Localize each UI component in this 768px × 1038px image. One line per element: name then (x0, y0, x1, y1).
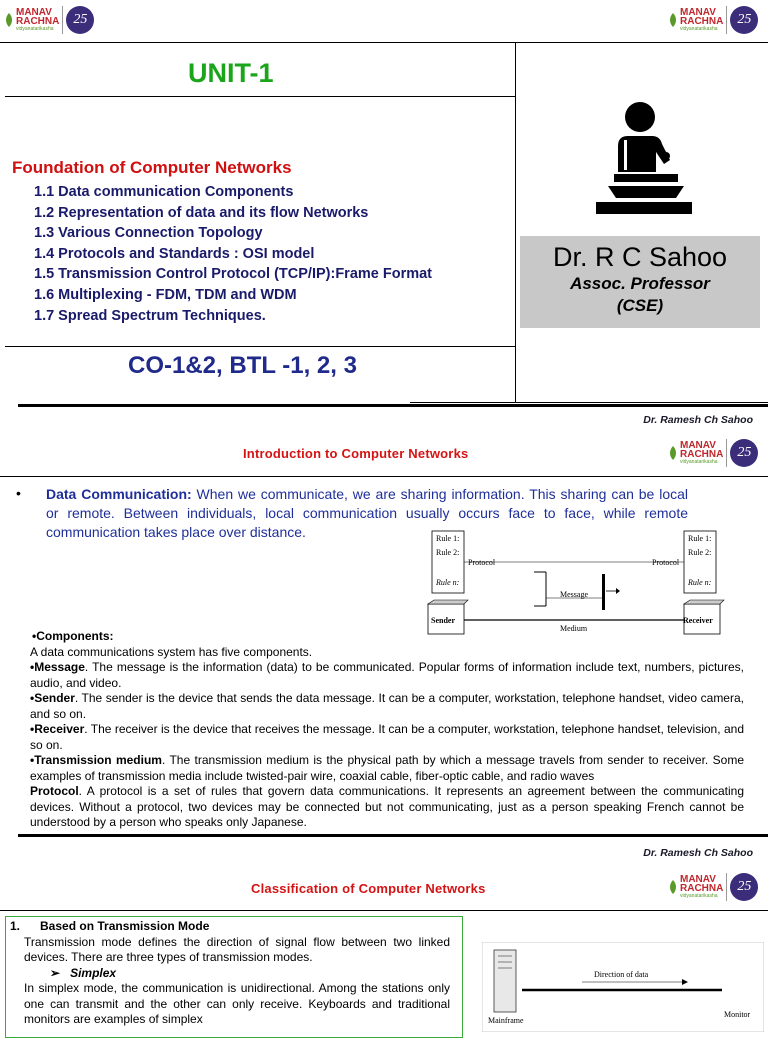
presenter-dept: (CSE) (616, 296, 664, 315)
medium-label: Medium (560, 624, 588, 633)
anniversary-emblem-icon: 25 (730, 439, 758, 467)
direction-label: Direction of data (594, 970, 649, 979)
topic-item: 1.7 Spread Spectrum Techniques. (34, 307, 266, 324)
data-communication-diagram (426, 528, 732, 636)
divider (0, 42, 768, 43)
simplex-diagram (482, 942, 764, 1032)
divider (5, 96, 515, 97)
brand-line1: MANAV (16, 7, 52, 18)
manav-rachna-logo (668, 436, 758, 470)
divider (0, 910, 768, 911)
rule-1-label: Rule 1: (436, 534, 460, 543)
leaf-icon (668, 446, 678, 460)
component-paragraph: A data communications system has five components. (30, 644, 313, 659)
topic-item: 1.3 Various Connection Topology (34, 225, 263, 242)
sender-label: Sender (431, 616, 455, 625)
presenter-name: Dr. R C Sahoo (552, 242, 728, 272)
receiver-label: Receiver (683, 616, 713, 625)
simplex-heading: ➢ Simplex (50, 965, 117, 980)
rule-n-label: Rule n: (688, 578, 712, 587)
brand-line2: RACHNA (680, 883, 724, 894)
anniversary-emblem-icon: 25 (730, 873, 758, 901)
mainframe-label: Mainframe (488, 1016, 524, 1025)
simplex-paragraph: In simplex mode, the communication is unidirectional. Among the stations only one can transmit and the other can only receive. Keyboards and traditional monitors are examples of simplex (24, 981, 450, 1026)
brand-tagline: vidyanatarikasha (680, 893, 718, 899)
simplex-diagram-lines (482, 942, 764, 1032)
brand-line1: MANAV (680, 874, 716, 885)
brand-tagline: vidyanatarikasha (680, 26, 718, 32)
brand-line1: MANAV (680, 440, 716, 451)
component-paragraph: Protocol. A protocol is a set of rules that govern data communications. It represents an agreement between the communicating devices. Without a protocol, two devices may be connected but not communicating, just as a person speaking French cannot be understood by a person who speaks only Japanese. (30, 784, 744, 829)
anniversary-emblem-icon: 25 (66, 6, 94, 34)
rule-2-label: Rule 2: (688, 548, 712, 557)
components-text (30, 629, 744, 831)
slide-bottom-rule (18, 404, 768, 407)
author-credit: Dr. Ramesh Ch Sahoo (643, 847, 753, 859)
brand-line2: RACHNA (16, 16, 60, 27)
leaf-icon (668, 13, 678, 27)
slide-title: Classification of Computer Networks (251, 881, 486, 896)
presenter-role: Assoc. Professor (570, 274, 710, 293)
divider (0, 476, 768, 477)
component-paragraph: •Message. The message is the information (data) to be communicated. Popular forms of information include text, numbers, pictures, audio, and video. (30, 660, 744, 690)
course-outcome: CO-1&2, BTL -1, 2, 3 (128, 352, 357, 379)
divider (410, 402, 768, 403)
brand-tagline: vidyanatarikasha (680, 459, 718, 465)
rule-1-label: Rule 1: (688, 534, 712, 543)
topic-item: 1.6 Multiplexing - FDM, TDM and WDM (34, 286, 297, 303)
topic-item: 1.2 Representation of data and its flow Networks (34, 204, 369, 221)
topic-item: 1.4 Protocols and Standards : OSI model (34, 245, 315, 262)
section-heading: 1. Based on Transmission Mode (10, 919, 210, 933)
component-paragraph: •Transmission medium. The transmission medium is the physical path by which a message travels from sender to receiver. Some examples of transmission media include twisted-pair wire, coaxial cable, fiber-optic cable, and radio waves (30, 753, 744, 783)
topic-item: 1.1 Data communication Components (34, 184, 294, 200)
brand-line2: RACHNA (680, 449, 724, 460)
author-credit: Dr. Ramesh Ch Sahoo (643, 414, 753, 426)
rule-2-label: Rule 2: (436, 548, 460, 557)
manav-rachna-logo (668, 870, 758, 904)
divider (5, 346, 515, 347)
leaf-icon (4, 13, 14, 27)
topic-list (34, 182, 432, 326)
monitor-label: Monitor (724, 1010, 751, 1019)
presenter-name-card (520, 236, 760, 328)
slide-title: Introduction to Computer Networks (243, 446, 469, 461)
slide-bottom-rule (18, 834, 768, 837)
bullet: • (16, 485, 21, 501)
protocol-label: Protocol (468, 558, 496, 567)
topic-item: 1.5 Transmission Control Protocol (TCP/IP):Frame Format (34, 266, 433, 283)
component-paragraph: •Sender. The sender is the device that sends the data message. It can be a computer, workstation, telephone handset, video camera, and so on. (30, 691, 744, 721)
anniversary-emblem-icon: 25 (730, 6, 758, 34)
divider (515, 42, 516, 402)
dc-label: Data Communication: (46, 486, 192, 502)
rule-n-label: Rule n: (436, 578, 460, 587)
course-title: Foundation of Computer Networks (12, 158, 292, 177)
leaf-icon (668, 880, 678, 894)
manav-rachna-logo-left (4, 3, 94, 37)
brand-line2: RACHNA (680, 16, 724, 27)
manav-rachna-logo-right (668, 3, 758, 37)
brand-line1: MANAV (680, 7, 716, 18)
dc-text: When we communicate, we are sharing information. This sharing can be local or remote. Between individuals, local communication usually occurs face to face, while remote communication takes place over distance. (46, 486, 689, 540)
component-paragraph: •Receiver. The receiver is the device that receives the message. It can be a computer, workstation, telephone handset, television, and so on. (30, 722, 744, 752)
brand-tagline: vidyanatarikasha (16, 26, 54, 32)
transmission-mode-text (10, 919, 450, 1028)
message-label: Message (560, 590, 588, 599)
intro-paragraph: Transmission mode defines the direction of signal flow between two linked devices. There are three types of transmission modes. (24, 934, 450, 964)
unit-title: UNIT-1 (188, 58, 274, 88)
arrow-bullet-icon: ➢ (50, 965, 61, 980)
presenter-at-podium-icon (594, 100, 694, 216)
components-heading: •Components: (32, 629, 114, 643)
protocol-label: Protocol (652, 558, 680, 567)
